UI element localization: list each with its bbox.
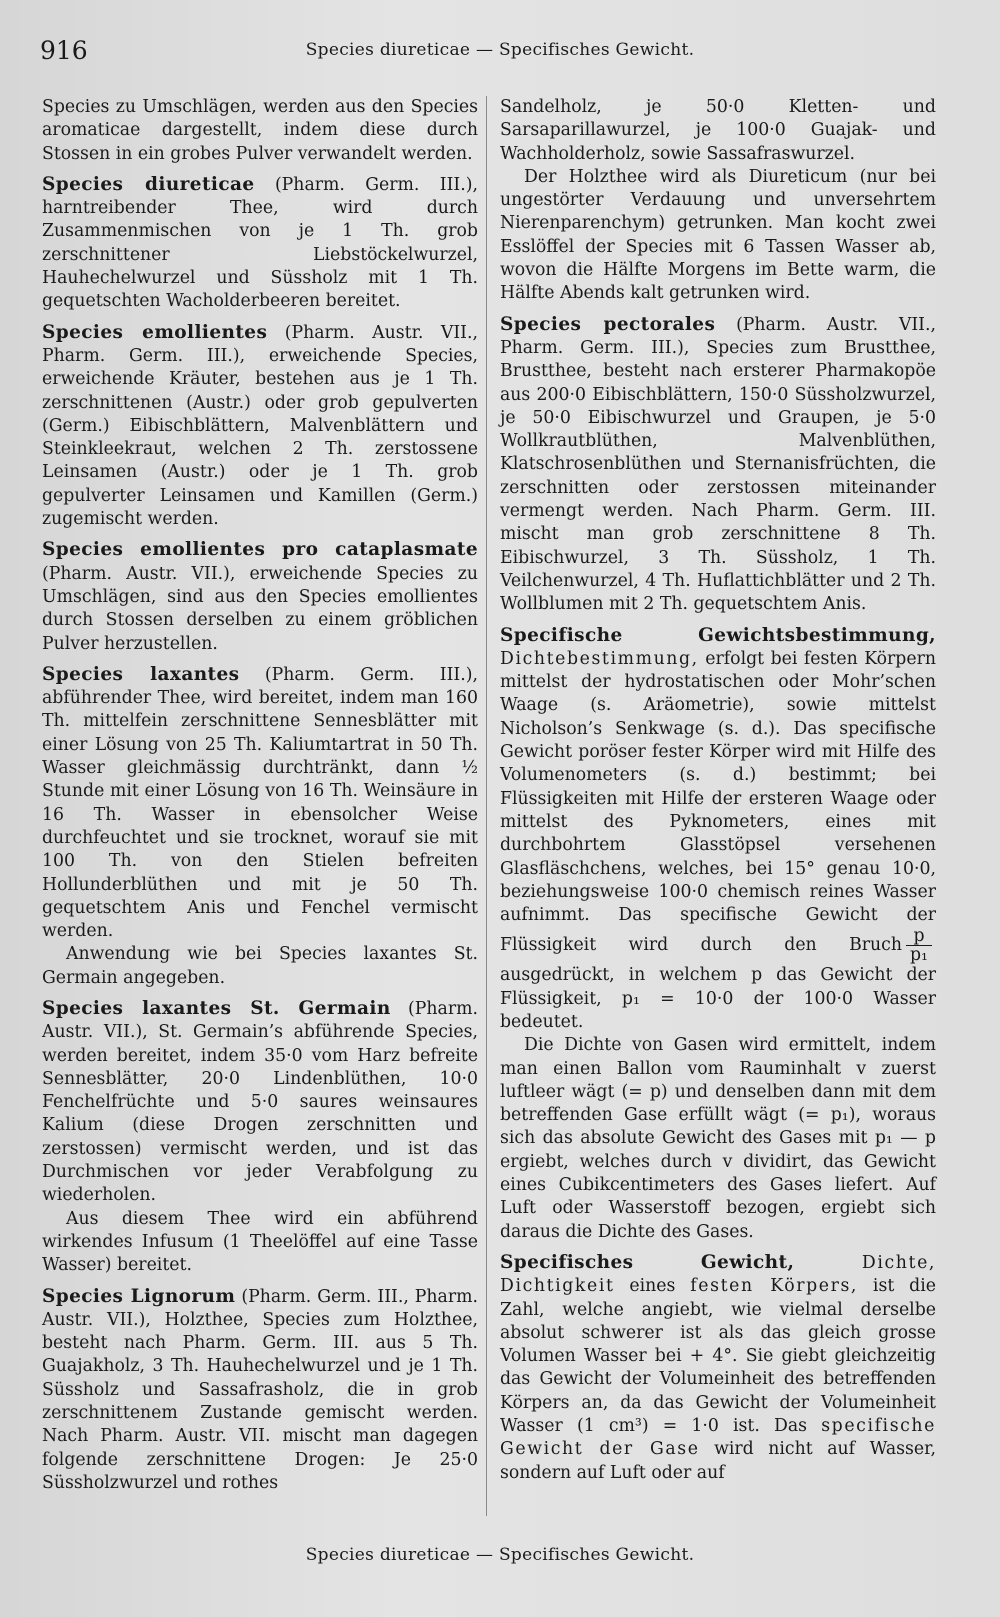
entry-species-emollientes-cataplasmate: Species emollientes pro cataplasmate (Pharm. Austr. VII.), erweichende Species zu Umschlägen, sind aus den Species emollientes durch Stossen derselben zu einem gröblichen Pulver herzustellen. <box>42 539 478 654</box>
entry-species-laxantes-st-germain: Species laxantes St. Germain (Pharm. Austr. VII.), St. Germain’s abführende Species, werden bereitet, indem 35·0 vom Harz befreite Sennesblätter, 20·0 Lindenblüthen, 10·0 Fenchelfrüchte und 5·0 saures weinsaures Kalium (diese Drogen zerschnitten und zerstossen) vermischt werden, und ist das Durchmischen vor jeder Verabfolgung zu wiederholen. <box>42 997 479 1206</box>
headword: Species emollientes pro cataplasmate <box>42 539 478 561</box>
column-divider <box>486 96 487 1516</box>
right-column <box>500 96 936 1485</box>
page-number: 916 <box>40 36 88 65</box>
entry-species-diureticae: Species diureticae (Pharm. Germ. III.), harntreibender Thee, wird durch Zusammenmischen von je 1 Th. grob zerschnittener Liebstöckelwurzel, Hauhechelwurzel und Süssholz mit 1 Th. gequetschten Wacholderbeeren bereitet. <box>42 173 478 312</box>
entry-specifische-gewichtsbestimmung: Specifische Gewichtsbestimmung, Dichtebestimmung, erfolgt bei festen Körpern mittelst der hydrostatischen oder Mohr’schen Waage (s. Aräometrie), sowie mittelst Nicholson’s Senkwage (s. d.). Das specifische Gewicht poröser fester Körper wird mit Hilfe des Volumenometers (s. d.) bestimmt; bei Flüssigkeiten mit Hilfe der ersteren Waage oder mittelst des Pyknometers, eines mit durchbohrtem Glasstöpsel versehenen Glasfläschchens, welches, bei 15° genau 10·0, beziehungsweise 100·0 chemisch reines Wasser aufnimmt. Das specifische Gewicht der Flüssigkeit wird durch den Bruch $\frac{p}{\text{p₁}}$ ausgedrückt, in welchem p das Gewicht der Flüssigkeit, p₁ = 10·0 der 100·0 Wasser bedeutet. <box>500 624 936 1032</box>
entry-umschlaege: Species zu Umschlägen, werden aus den Species aromaticae dargestellt, indem diese durch Stossen in ein grobes Pulver verwandelt werden. <box>42 97 478 164</box>
headword: Species laxantes <box>42 663 240 685</box>
running-head: Species diureticae — Specifisches Gewicht. <box>305 40 695 60</box>
continuation-lignorum: Sandelholz, je 50·0 Kletten- und Sarsaparillawurzel, je 100·0 Guajak- und Wachholderholz, sowie Sassafraswurzel. <box>500 97 936 164</box>
paragraph-anwendung: Anwendung wie bei Species laxantes St. Germain angegeben. <box>42 944 478 988</box>
headword: Species emollientes <box>42 321 268 343</box>
headword: Species diureticae <box>42 173 255 195</box>
entry-species-pectorales: Species pectorales (Pharm. Austr. VII., Pharm. Germ. III.), Species zum Brustthee, Brustthee, besteht nach ersterer Pharmakopöe aus 200·0 Eibischblättern, 150·0 Süssholzwurzel, je 50·0 Eibischwurzel und Graupen, je 5·0 Wollkrautblüthen, Malvenblüthen, Klatschrosenblüthen und Sternanisfrüchten, die zerschnitten oder zerstossen miteinander vermengt werden. Nach Pharm. Germ. III. mischt man grob zerschnittene 8 Th. Eibischwurzel, 3 Th. Süssholz, 1 Th. Veilchenwurzel, 4 Th. Huflattichblätter und 2 Th. Wollblumen mit 2 Th. gequetschtem Anis. <box>500 313 936 615</box>
paragraph-holzthee: Der Holzthee wird als Diureticum (nur bei ungestörter Verdauung und unversehrtem Nierenparenchym) getrunken. Man kocht zwei Esslöffel der Species mit 6 Tassen Wasser ab, wovon die Hälfte Morgens im Bette warm, die Hälfte Abends kalt getrunken wird. <box>500 166 936 304</box>
fraction-formula: $\frac{p}{\text{p₁}}$ <box>906 927 932 964</box>
headword: Specifisches Gewicht, <box>500 1251 795 1273</box>
headword: Species pectorales <box>500 313 716 335</box>
page-header <box>40 36 960 72</box>
headword: Species Lignorum <box>42 1285 236 1307</box>
entry-specifisches-gewicht: Specifisches Gewicht, Dichte, Dichtigkeit eines festen Körpers, ist die Zahl, welche angiebt, wie vielmal derselbe absolut schwerer ist als das gleich grosse Volumen Wasser bei + 4°. Sie giebt gleichzeitig das Gewicht der Volumeinheit des betreffenden Körpers an, da das Gewicht der Volumeinheit Wasser (1 cm³) = 1·0 ist. Das specifische Gewicht der Gase wird nicht auf Wasser, sondern auf Luft oder auf <box>500 1251 936 1483</box>
paragraph-thee-infusum: Aus diesem Thee wird ein abführend wirkendes Infusum (1 Theelöffel auf eine Tasse Wasser) bereitet. <box>42 1208 478 1276</box>
page-footer: Species diureticae — Specifisches Gewicht. <box>305 1545 695 1565</box>
entry-species-lignorum: Species Lignorum (Pharm. Germ. III., Pharm. Austr. VII.), Holzthee, Species zum Holzthee, besteht nach Pharm. Germ. III. aus 5 Th. Guajakholz, 3 Th. Hauhechelwurzel und je 1 Th. Süssholz und Sassafrasholz, die in grob zerschnittenem Zustande gemischt werden. Nach Pharm. Austr. VII. mischt man dagegen folgende zerschnittene Drogen: Je 25·0 Süssholzwurzel und rothes <box>42 1285 478 1493</box>
paragraph-dichte-gasen: Die Dichte von Gasen wird ermittelt, indem man einen Ballon vom Rauminhalt v zuerst luftleer wägt (= p) und denselben dann mit dem betreffenden Gase erfüllt wägt (= p₁), woraus sich das absolute Gewicht des Gases mit p₁ — p ergiebt, welches durch v dividirt, das Gewicht eines Cubikcentimeters des Gases liefert. Auf Luft oder Wasserstoff bezogen, ergiebt sich daraus die Dichte des Gases. <box>500 1035 936 1242</box>
entry-species-emollientes: Species emollientes (Pharm. Austr. VII., Pharm. Germ. III.), erweichende Species, erweichende Kräuter, bestehen aus je 1 Th. zerschnittenen (Austr.) oder grob gepulverten (Germ.) Eibischblättern, Malvenblättern und Steinkleekraut, welchen 2 Th. zerstossene Leinsamen (Austr.) oder je 1 Th. grob gepulverter Leinsamen und Kamillen (Germ.) zugemischt werden. <box>42 321 478 530</box>
left-column <box>42 96 478 1495</box>
entry-species-laxantes: Species laxantes (Pharm. Germ. III.), abführender Thee, wird bereitet, indem man 160 Th. mittelfein zerschnittene Sennesblätter mit einer Lösung von 25 Th. Kaliumtartrat in 50 Th. Wasser gleichmässig durchtränkt, dann ½ Stunde mit einer Lösung von 16 Th. Weinsäure in 16 Th. Wasser in ebensolcher Weise durchfeuchtet und sie trocknet, worauf sie mit 100 Th. von den Stielen befreiten Hollunderblüthen und mit je 50 Th. gequetschtem Anis und Fenchel vermischt werden. <box>42 663 478 942</box>
headword: Specifische Gewichtsbestimmung, <box>500 624 936 646</box>
headword: Species laxantes St. Germain <box>42 997 391 1019</box>
